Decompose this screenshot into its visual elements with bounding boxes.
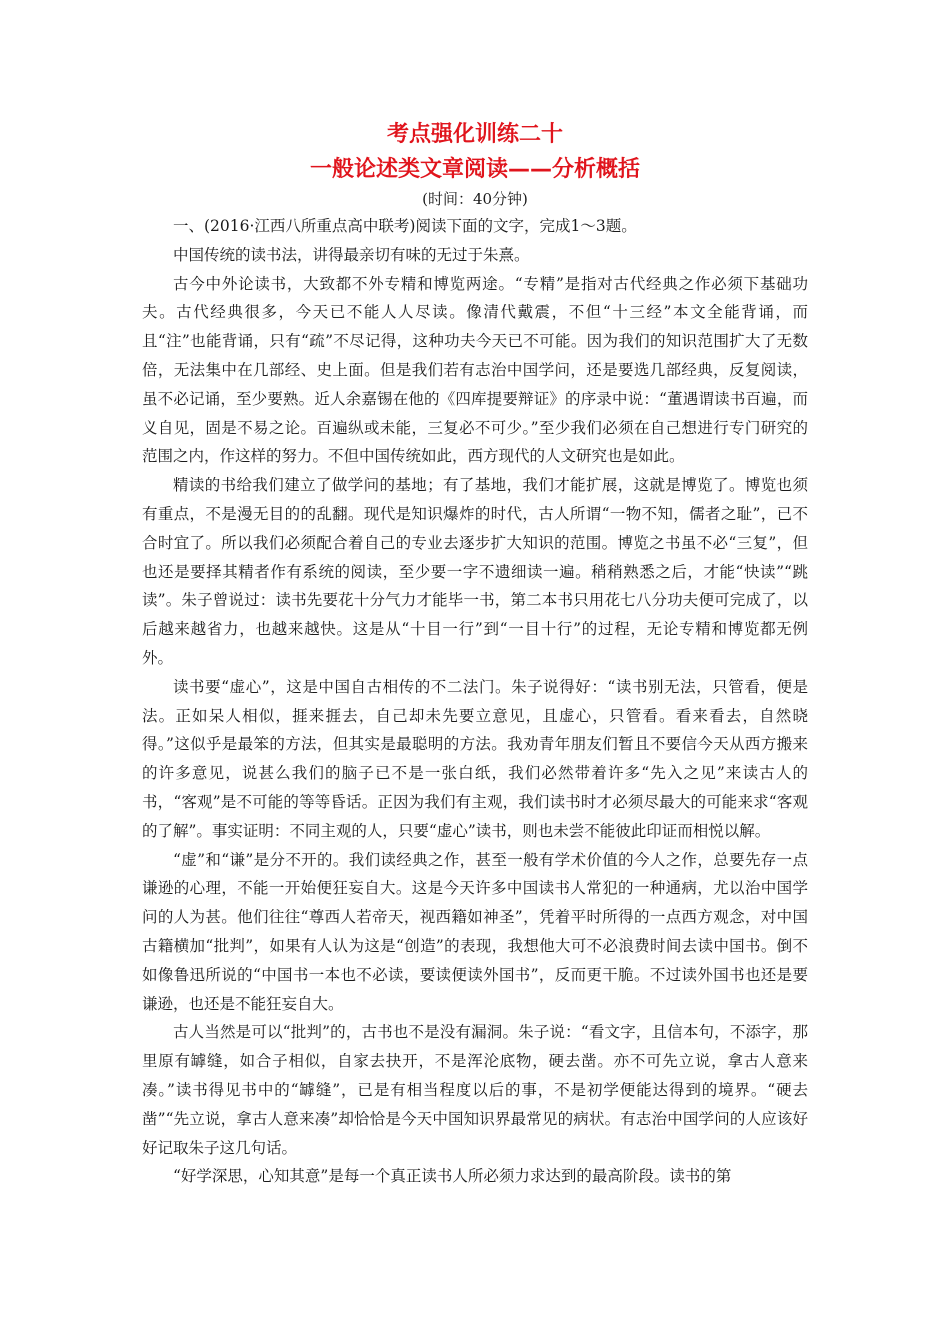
paragraph: “虚”和“谦”是分不开的。我们读经典之作，甚至一般有学术价值的今人之作，总要先存一点谦逊的心理，不能一开始便狂妄自大。这是今天许多中国读书人常犯的一种通病，尤以治中国学问的人为甚。他们往往“尊西人若帝天，视西籍如神圣”，凭着平时所得的一点西方观念，对中国古籍横加“批判”，如果有人认为这是“创造”的表现，我想他大可不必浪费时间去读中国书。倒不如像鲁迅所说的“中国书一本也不必读，要读便读外国书”，反而更干脆。不过读外国书也还是要谦逊，也还是不能狂妄自大。 (142, 850, 808, 1013)
paragraph: 精读的书给我们建立了做学问的基地；有了基地，我们才能扩展，这就是博览了。博览也须有重点，不是漫无目的的乱翻。现代是知识爆炸的时代，古人所谓“一物不知，儒者之耻”，已不合时宜了。所以我们必须配合着自己的专业去逐步扩大知识的范围。博览之书虽不必“三复”，但也还是要择其精者作有系统的阅读，至少要一字不遗细读一遍。稍稍熟悉之后，才能“快读”“跳读”。朱子曾说过：读书先要花十分气力才能毕一书，第二本书只用花七八分功夫便可完成了，以后越来越省力，也越来越快。这是从“十目一行”到“一目十行”的过程，无论专精和博览都无例外。 (142, 476, 808, 667)
page-title: 考点强化训练二十 (386, 122, 563, 147)
paragraph: “好学深思，心知其意”是每一个真正读书人所必须力求达到的最高阶段。读书的第 (173, 1167, 732, 1186)
paragraph: 中国传统的读书法，讲得最亲切有味的无过于朱熹。 (173, 245, 530, 264)
time-limit: (时间：40分钟) (422, 190, 528, 208)
article-body (142, 212, 808, 1191)
question-instruction: 一、(2016·江西八所重点高中联考)阅读下面的文字，完成1～3题。 (173, 217, 637, 235)
page-subtitle: 一般论述类文章阅读——分析概括 (309, 157, 640, 182)
paragraph: 古人当然是可以“批判”的，古书也不是没有漏洞。朱子说：“看文字，且信本句，不添字，那里原有罅缝，如合子相似，自家去抉开，不是浑沦底物，硬去凿。亦不可先立说，拿古人意来凑。”读书得见书中的“罅缝”，已是有相当程度以后的事，不是初学便能达得到的境界。“硬去凿”“先立说，拿古人意来凑”却恰恰是今天中国知识界最常见的病状。有志治中国学问的人应该好好记取朱子这几句话。 (142, 1023, 808, 1157)
paragraph: 读书要“虚心”，这是中国自古相传的不二法门。朱子说得好：“读书别无法，只管看，便是法。正如呆人相似，捱来捱去，自己却未先要立意见，且虚心，只管看。看来看去，自然晓得。”这似乎是最笨的方法，但其实是最聪明的方法。我劝青年朋友们暂且不要信今天从西方搬来的许多意见，说甚么我们的脑子已不是一张白纸，我们必然带着许多“先入之见”来读古人的书，“客观”是不可能的等等昏话。正因为我们有主观，我们读书时才必须尽最大的可能来求“客观的了解”。事实证明：不同主观的人，只要“虚心”读书，则也未尝不能彼此印证而相悦以解。 (142, 677, 808, 840)
paragraph: 古今中外论读书，大致都不外专精和博览两途。“专精”是指对古代经典之作必须下基础功夫。古代经典很多，今天已不能人人尽读。像清代戴震，不但“十三经”本文全能背诵，而且“注”也能背诵，只有“疏”不尽记得，这种功夫今天已不可能。因为我们的知识范围扩大了无数倍，无法集中在几部经、史上面。但是我们若有志治中国学问，还是要选几部经典，反复阅读，虽不必记诵，至少要熟。近人余嘉锡在他的《四库提要辩证》的序录中说：“董遇谓读书百遍，而义自见，固是不易之论。百遍纵或未能，三复必不可少。”至少我们必须在自己想进行专门研究的范围之内，作这样的努力。不但中国传统如此，西方现代的人文研究也是如此。 (142, 274, 808, 466)
